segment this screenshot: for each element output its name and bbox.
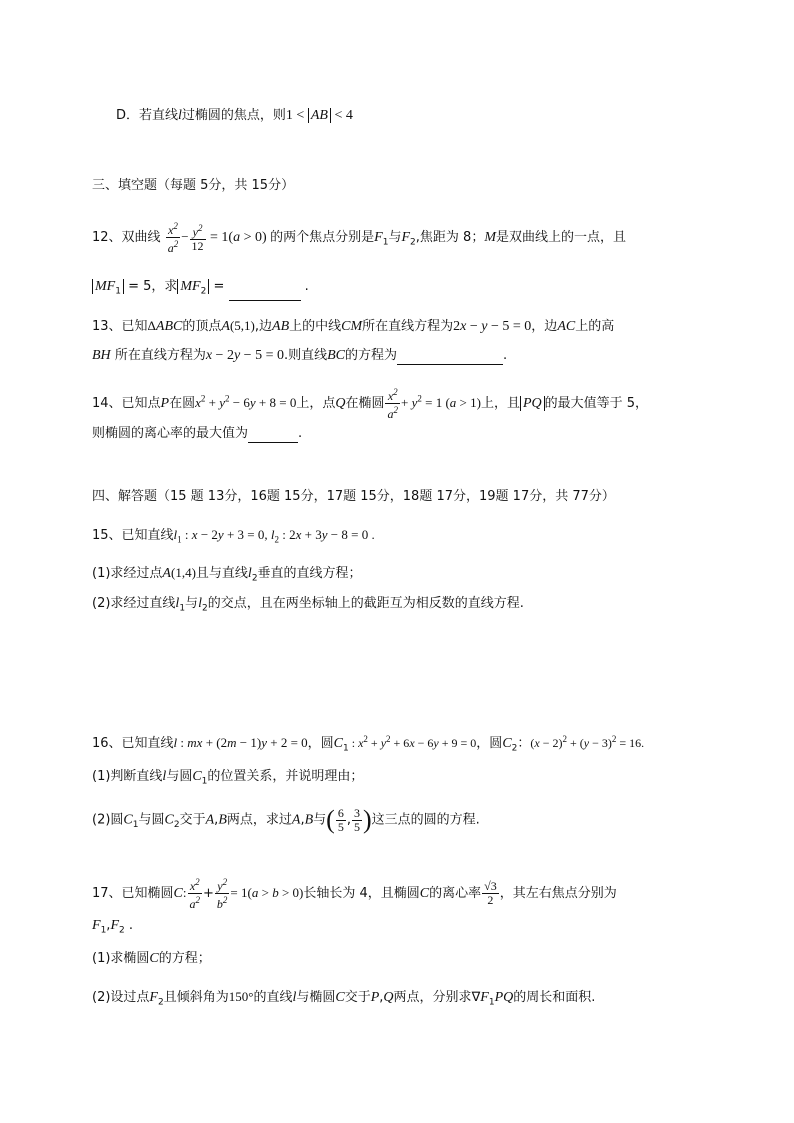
question-12-line2: $MF_1 = 5$，求 $MF_2$ = .: [92, 278, 732, 301]
question-14-line1: 14、已知点P在圆$x^2 + y^2 - 6y + 8 = 0$上，点Q在椭圆 $\frac{x^2}{a^2}$ + $y^2 = 1$ (a > 1)上，且 PQ 的最大值等于 5，: [92, 387, 649, 421]
question-14-line2: 则椭圆的离心率的最大值为 .: [92, 426, 303, 441]
question-17-part2: (2)设过点$F_2$且倾斜角为150°的直线l与椭圆C交于P,Q两点，分别求$\nabla F_1PQ$的周长和面积.: [92, 989, 596, 1008]
question-13-line1: 13、已知ΔABC的顶点A(5,1),边AB上的中线CM所在直线方程为2x − y − 5 = 0，边AC上的高: [92, 318, 615, 334]
question-17-part1: (1)求椭圆C的方程；: [92, 951, 211, 966]
question-16-part1: (1)判断直线l与圆$C_1$的位置关系，并说明理由；: [92, 769, 364, 787]
question-13-line2: BH 所在直线方程为x − 2y − 5 = 0.则直线BC的方程为 .: [92, 348, 508, 363]
question-17-stem: 17、已知椭圆C: $\frac{x^2}{a^2}$ + $\frac{y^2}{b^2}$ = 1(a > b > 0)长轴长为 4，且椭圆C的离心率 $\frac{√3}{2}$ ，其左右焦点分别为: [92, 877, 617, 911]
fraction-x2-a2-ellipse: $\frac{x^2}{a^2}$: [387, 387, 398, 421]
option-d: D．若直线l过椭圆的焦点，则1 < AB < 4: [116, 108, 353, 123]
question-15-part2: (2)求经过直线$l_1$与$l_2$的交点，且在两坐标轴上的截距互为相反数的直线方程.: [92, 596, 524, 614]
section-fill-in-title: 三、填空题（每题 5分，共 15分）: [92, 178, 295, 193]
question-15-stem: 15、已知直线$l_1$ : x − 2y + 3 = 0, $l_2$ : 2x + 3y − 8 = 0 .: [92, 527, 375, 545]
answer-blank-14[interactable]: [248, 428, 298, 443]
question-17-foci: $F_1,F_2$ .: [92, 918, 133, 936]
fraction-y2-12: $\frac{y^2}{12}$: [191, 223, 204, 253]
question-16-stem: 16、已知直线l : mx + (2m − 1)y + 2 = 0，圆$C_1$ : $x^2 + y^2 + 6x - 6y + 9 = 0$，圆$C_2$：$(x - 2)^2 + (y - 3)^2 = 16$.: [92, 734, 645, 754]
answer-blank-12[interactable]: [229, 286, 301, 301]
section-answer-title: 四、解答题（15 题 13分，16题 15分，17题 15分，18题 17分，19题 17分，共 77分）: [92, 489, 615, 504]
question-16-part2: (2)圆$C_1$与圆$C_2$交于A,B两点，求过A,B与( $\frac{6}{5}$ , $\frac{3}{5}$ )这三点的圆的方程.: [92, 805, 480, 834]
fraction-x2-a2: $\frac{x^2}{a^2}$: [167, 221, 179, 255]
question-12-line1: 12、双曲线 $\frac{x^2}{a^2}$ − $\frac{y^2}{12}$ = 1(a > 0) 的两个焦点分别是$F_1$与$F_2$,焦距为 8；M是双曲线上的一点，且: [92, 221, 627, 255]
question-15-part1: (1)求经过点A(1,4)且与直线$l_2$垂直的直线方程；: [92, 565, 362, 584]
answer-blank-13[interactable]: [397, 350, 503, 365]
